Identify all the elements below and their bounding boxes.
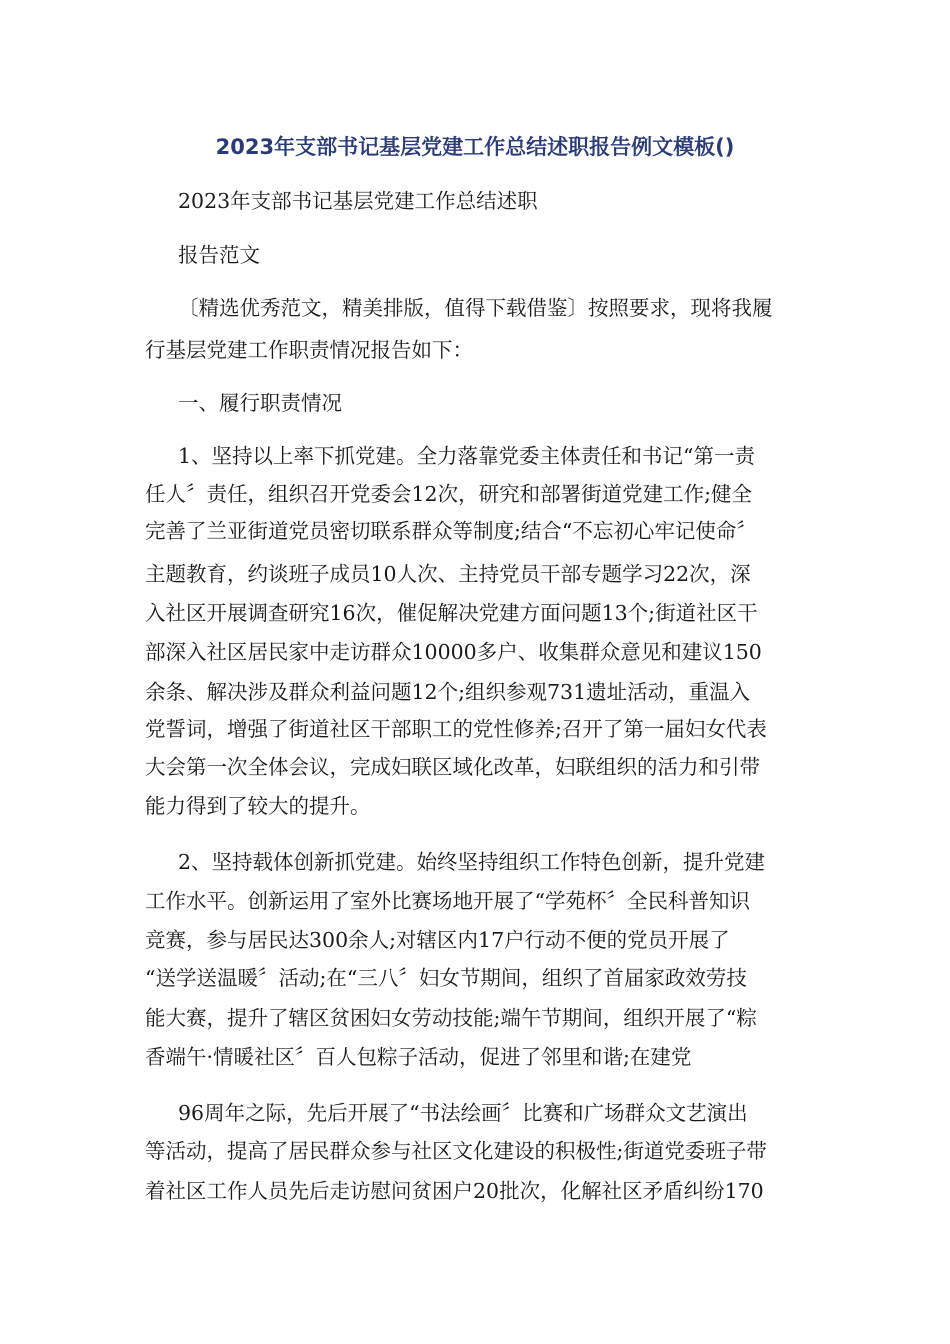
intro-line: 行基层党建工作职责情况报告如下： (145, 338, 473, 362)
subtitle-line-1: 2023年支部书记基层党建工作总结述职 (178, 189, 538, 213)
document-title: 2023年支部书记基层党建工作总结述职报告例文模板() (215, 135, 735, 159)
paragraph-line: 部深入社区居民家中走访群众10000多户、收集群众意见和建议150 (145, 640, 762, 664)
paragraph-line: 96周年之际，先后开展了“书法绘画〞比赛和广场群众文艺演出 (178, 1101, 748, 1125)
paragraph-line: 党誓词，增强了街道社区干部职工的党性修养;召开了第一届妇女代表 (145, 717, 767, 741)
paragraph-line: 能大赛，提升了辖区贫困妇女劳动技能;端午节期间，组织开展了“粽 (145, 1006, 757, 1030)
paragraph-line: 余条、解决涉及群众利益问题12个;组织参观731遗址活动，重温入 (145, 680, 751, 704)
paragraph-line: 着社区工作人员先后走访慰问贫困户20批次，化解社区矛盾纠纷170 (145, 1179, 764, 1203)
paragraph-line: “送学送温暖〞活动;在“三八〞妇女节期间，组织了首届家政效劳技 (145, 966, 747, 990)
paragraph-line: 1、坚持以上率下抓党建。全力落靠党委主体责任和书记“第一责 (178, 444, 756, 468)
paragraph-line: 能力得到了较大的提升。 (145, 794, 371, 818)
paragraph-line: 大会第一次全体会议，完成妇联区域化改革，妇联组织的活力和引带 (145, 755, 760, 779)
subtitle-line-2: 报告范文 (178, 243, 260, 267)
section-heading: 一、履行职责情况 (178, 391, 342, 415)
paragraph-line: 香端午·情暖社区〞百人包粽子活动，促进了邻里和谐;在建党 (145, 1045, 692, 1069)
paragraph-line: 工作水平。创新运用了室外比赛场地开展了“学苑杯〞全民科普知识 (145, 889, 750, 913)
paragraph-line: 任人〞责任，组织召开党委会12次，研究和部署街道党建工作;健全 (145, 482, 752, 506)
paragraph-line: 主题教育，约谈班子成员10人次、主持党员干部专题学习22次，深 (145, 562, 751, 586)
paragraph-line: 等活动，提高了居民群众参与社区文化建设的积极性;街道党委班子带 (145, 1139, 767, 1163)
paragraph-line: 完善了兰亚街道党员密切联系群众等制度;结合“不忘初心牢记使命〞 (145, 519, 757, 543)
paragraph-line: 入社区开展调查研究16次，催促解决党建方面问题13个;街道社区干 (145, 601, 758, 625)
intro-line: 〔精选优秀范文，精美排版，值得下载借鉴〕按照要求，现将我履 (178, 296, 773, 320)
paragraph-line: 竞赛，参与居民达300余人;对辖区内17户行动不便的党员开展了 (145, 928, 730, 952)
paragraph-line: 2、坚持载体创新抓党建。始终坚持组织工作特色创新，提升党建 (178, 850, 766, 874)
